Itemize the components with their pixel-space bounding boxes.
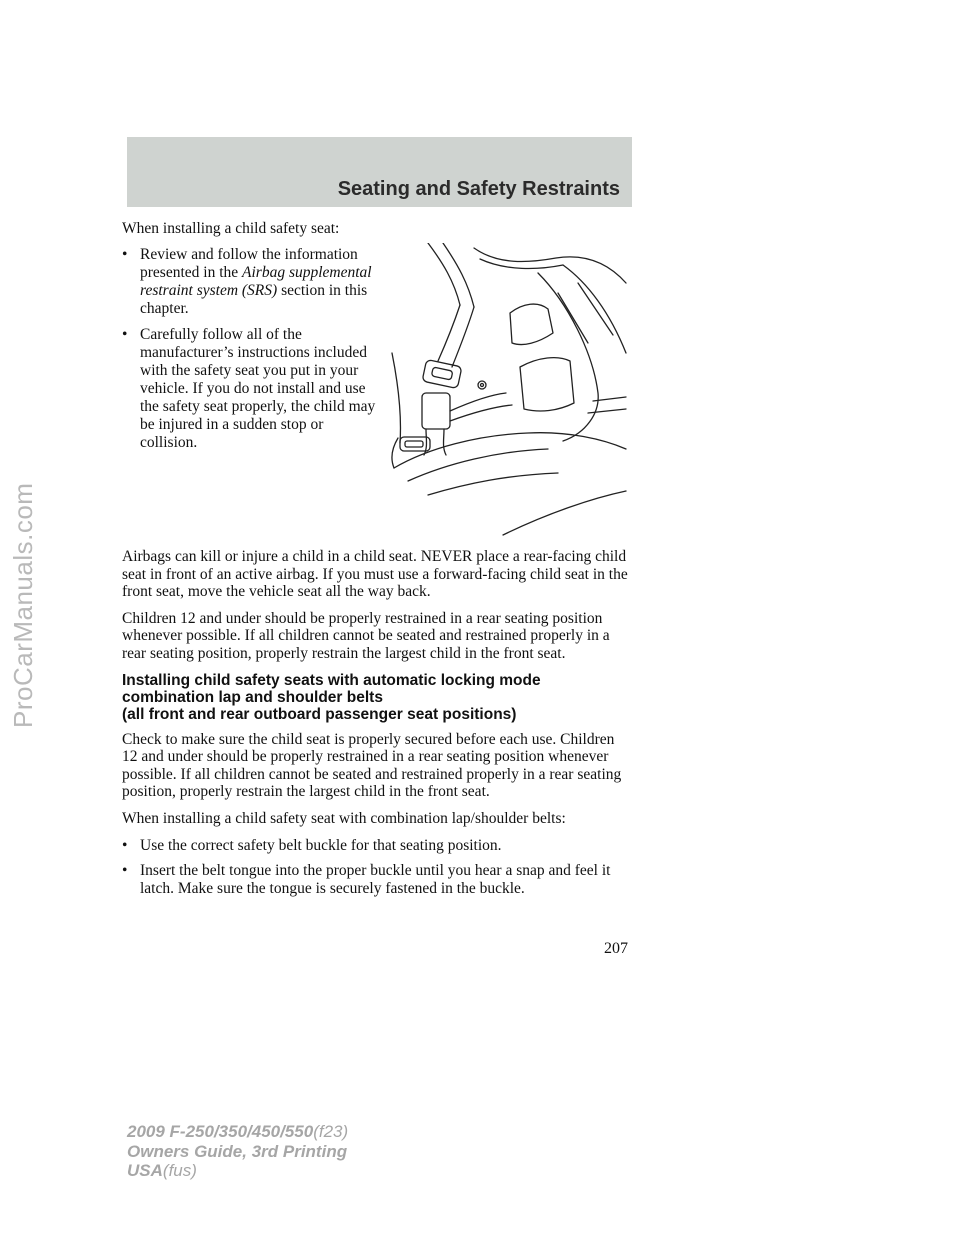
belt-latch-plate <box>422 359 462 388</box>
footer-model: 2009 F-250/350/450/550 <box>127 1122 314 1141</box>
highlight-line <box>588 409 626 413</box>
seat-edge <box>392 438 398 468</box>
seat-panel <box>510 304 553 344</box>
bullet-list-top <box>122 246 384 460</box>
anchor-bolt <box>478 381 486 389</box>
footer-line <box>127 1122 348 1142</box>
heading-line: Installing child safety seats with automatic locking mode <box>122 671 541 689</box>
seat-back-outline <box>563 265 626 353</box>
lap-belt <box>450 393 506 411</box>
heading-line: combination lap and shoulder belts <box>122 688 383 706</box>
shoulder-belt <box>438 305 460 361</box>
list-item <box>122 837 632 855</box>
seat-panel <box>520 358 574 411</box>
heading-line: (all front and rear outboard passenger seat positions) <box>122 705 517 723</box>
text-run: section in this chapter. <box>140 282 368 317</box>
seat-back-outline <box>428 243 460 305</box>
seat-back-outline <box>538 273 598 441</box>
section-title: Seating and Safety Restraints <box>337 178 620 200</box>
bullet-dot: • <box>122 326 128 343</box>
paragraph: Airbags can kill or injure a child in a child seat. NEVER place a rear-facing child seat in front of an active airbag. If you must use a forward-facing child seat in the front seat, move the vehicle seat all the way back. <box>122 548 628 601</box>
text-run: Review and follow the information presented in the <box>140 246 358 281</box>
bullet-dot: • <box>122 836 128 854</box>
footer-code: (f23) <box>313 1122 349 1141</box>
child-seat-belt-illustration <box>388 243 632 536</box>
bullet-dot: • <box>122 246 128 263</box>
bullet-dot: • <box>122 862 128 880</box>
list-item <box>122 246 384 318</box>
footer-code: (fus) <box>162 1161 197 1180</box>
seat-edge <box>392 353 401 443</box>
list-item-text: Use the correct safety belt buckle for that seating position. <box>140 836 502 854</box>
highlight-line <box>578 283 613 335</box>
footer-line <box>127 1161 348 1181</box>
highlight-line <box>558 293 588 343</box>
paragraph: When installing a child safety seat with combination lap/shoulder belts: <box>122 809 566 827</box>
belt-buckle <box>422 393 450 429</box>
list-item-text: Carefully follow all of the manufacturer’s instructions included with the safety seat you put in your vehicle. If you do not install and use the safety seat properly, the child may be injured in a sudden stop or collision. <box>140 326 376 451</box>
footer-market: USA <box>127 1161 163 1180</box>
seat-cushion <box>428 473 558 495</box>
list-item-text <box>140 246 384 318</box>
seat-back-outline <box>480 259 563 269</box>
anchor-bolt <box>481 384 484 387</box>
belt-latch-plate <box>431 367 452 380</box>
belt-tongue <box>405 441 423 447</box>
section-reference: Airbag supplemental restraint system (SRS) <box>140 264 372 299</box>
paragraph: Check to make sure the child seat is properly secured before each use. Children 12 and under should be properly restrained in a rear seating position whenever possible. If all children cannot be seated and restrained properly in a rear seating position, properly restrain the largest child in the front seat. <box>122 730 622 801</box>
belt-buckle <box>444 429 447 455</box>
paragraph: Children 12 and under should be properly restrained in a rear seating position whenever possible. If all children cannot be seated and restrained properly in a rear seating position, properly restrain the largest child in the front seat. <box>122 609 610 662</box>
watermark: ProCarManuals.com <box>8 482 38 728</box>
list-item <box>122 862 632 897</box>
list-item-text: Insert the belt tongue into the proper buckle until you hear a snap and feel it latch. Make sure the tongue is securely fastened in the buckle. <box>140 862 611 897</box>
section-heading <box>122 672 632 723</box>
seat-cushion <box>408 449 548 481</box>
footer-imprint <box>127 1122 348 1181</box>
footer-line: Owners Guide, 3rd Printing <box>127 1141 348 1161</box>
shoulder-belt <box>452 307 474 367</box>
intro-text: When installing a child safety seat: <box>122 220 340 237</box>
main-body <box>122 548 632 905</box>
seat-cushion <box>503 491 626 535</box>
header-band <box>127 137 632 207</box>
list-item <box>122 326 384 452</box>
page-number: 207 <box>604 940 628 957</box>
